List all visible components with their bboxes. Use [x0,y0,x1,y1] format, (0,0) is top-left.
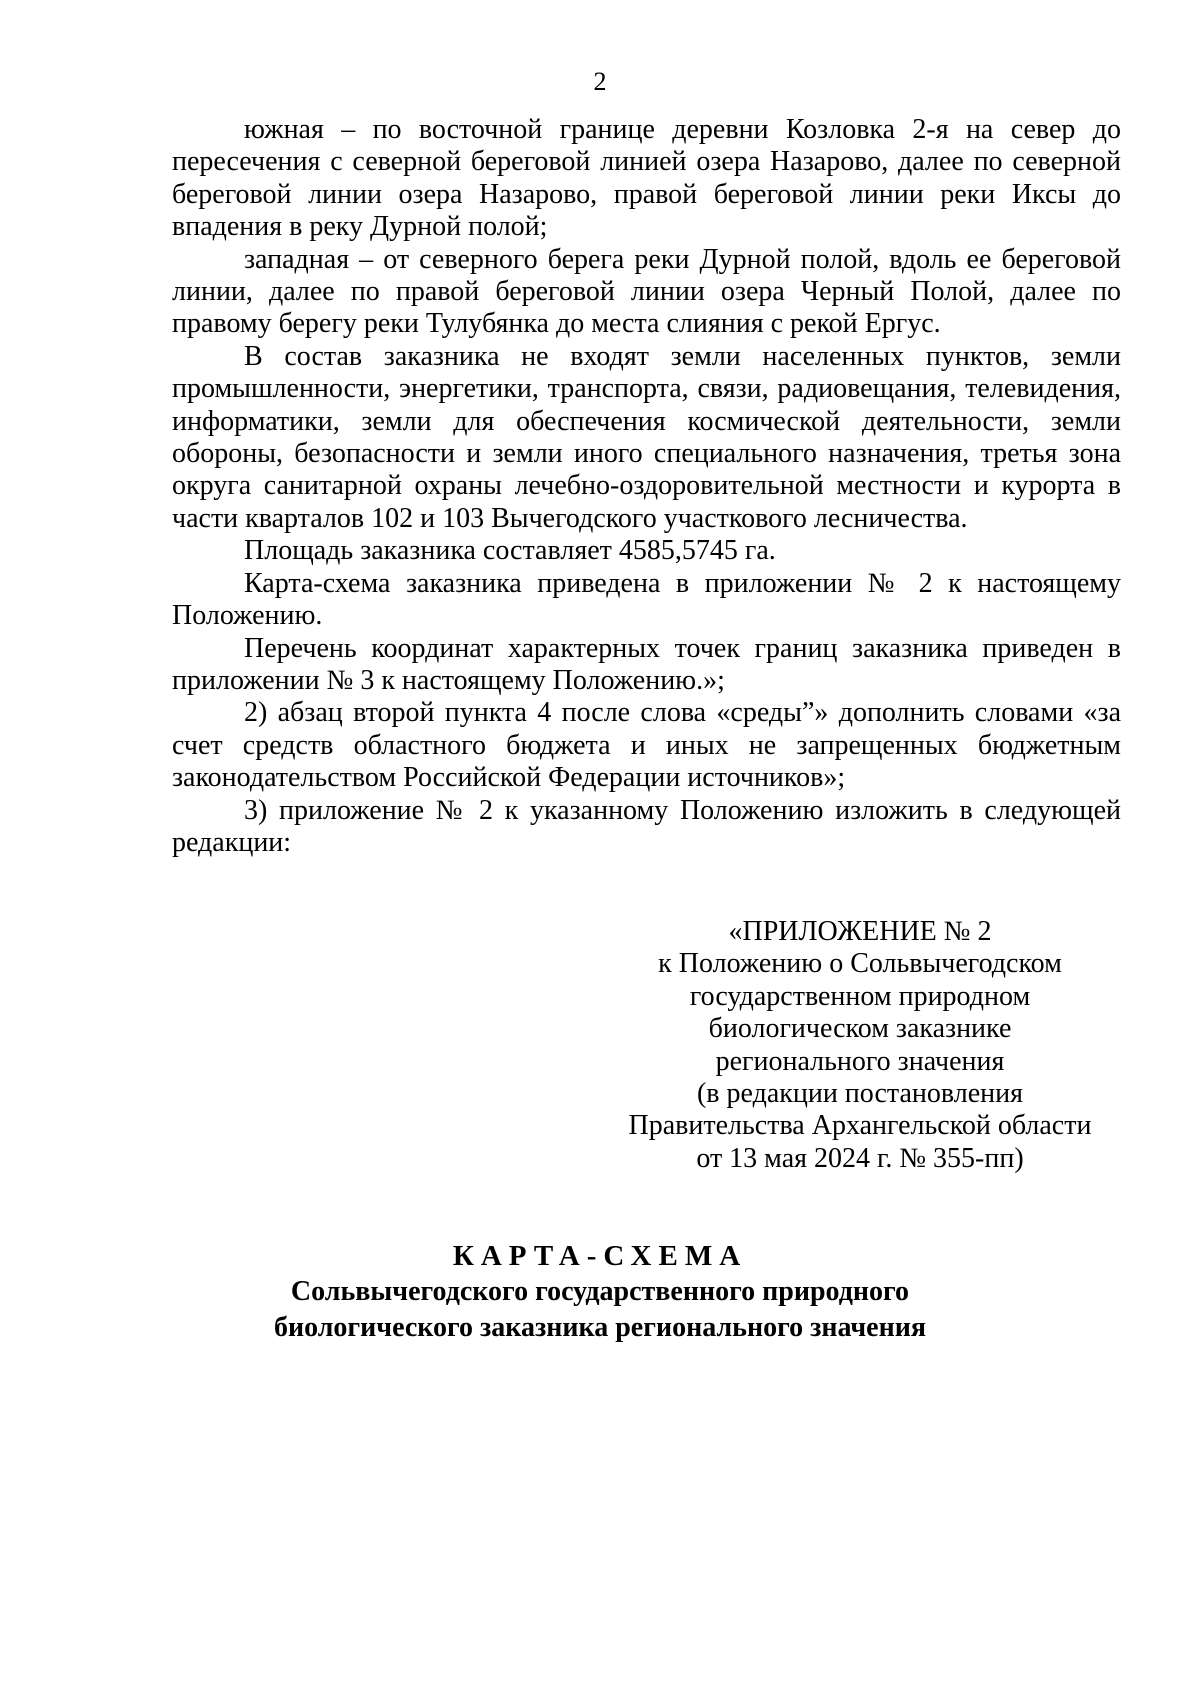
paragraph-excluded-lands: В состав заказника не входят земли населенных пунктов, земли промышленности, энергетики, транспорта, связи, радиовещания, телевидения, информатики, земли для обеспечения космической деятельности, земли обороны, безопасности и земли иного специального назначения, третья зона округа санитарной охраны лечебно-оздоровительной местности и курорта в части кварталов 102 и 103 Вычегодского участкового лесничества. [172,340,1121,534]
paragraph-coordinates-reference: Перечень координат характерных точек границ заказника приведен в приложении № 3 к настоящему Положению.»; [172,632,1121,696]
heading-subtitle-line1: Сольвычегодского государственного природного [290,1276,910,1307]
paragraph-amendment-3: 3) приложение № 2 к указанному Положению изложить в следующей редакции: [172,794,1121,858]
appendix-line: государственном природном [689,980,1031,1012]
appendix-line: регионального значения [715,1045,1005,1077]
map-scheme-heading [0,1238,1200,1346]
appendix-line: к Положению о Сольвычегодском [658,948,1062,980]
paragraph-map-reference: Карта-схема заказника приведена в приложении № 2 к настоящему Положению. [172,567,1121,632]
paragraph-area: Площадь заказника составляет 4585,5745 га. [244,535,776,567]
body-text [172,114,1121,859]
heading-title: КАРТА-СХЕМА [452,1240,748,1272]
appendix-header [600,916,1120,1175]
page-number: 2 [593,67,607,96]
appendix-line: «ПРИЛОЖЕНИЕ № 2 [728,916,992,947]
heading-subtitle-line2: биологического заказника регионального значения [273,1312,927,1343]
appendix-line: от 13 мая 2024 г. № 355-пп) [696,1142,1024,1174]
paragraph-amendment-2: 2) абзац второй пункта 4 после слова «среды”» дополнить словами «за счет средств областного бюджета и иных не запрещенных бюджетным законодательством Российской Федерации источников»; [172,697,1121,794]
appendix-line: (в редакции постановления [696,1078,1024,1110]
paragraph-southern-border: южная – по восточной границе деревни Козловка 2-я на север до пересечения с северной береговой линией озера Назарово, далее по северной береговой линии озера Назарово, правой береговой линии реки Иксы до впадения в реку Дурной полой; [172,114,1121,243]
appendix-line: Правительства Архангельской области [628,1110,1092,1142]
paragraph-western-border: западная – от северного берега реки Дурной полой, вдоль ее береговой линии, далее по правой береговой линии озера Черный Полой, далее по правому берегу реки Тулубянка до места слияния с рекой Ергус. [172,243,1121,340]
appendix-line: биологическом заказнике [708,1013,1012,1045]
